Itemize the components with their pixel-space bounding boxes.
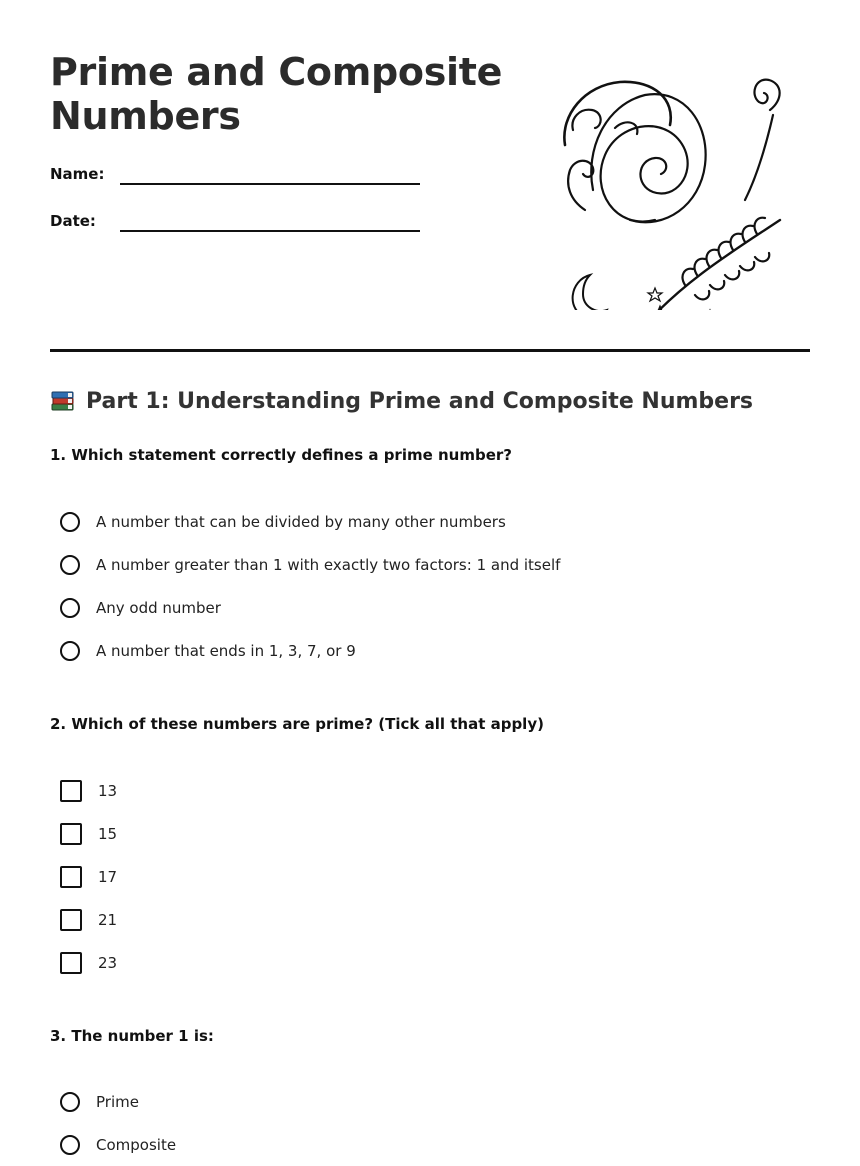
- title-line-2: Numbers: [50, 94, 241, 138]
- option-label: Any odd number: [96, 598, 221, 617]
- checkbox[interactable]: [60, 823, 82, 845]
- question-3: 3. The number 1 is:: [50, 1027, 214, 1045]
- date-line[interactable]: [120, 230, 420, 232]
- option-label: Composite: [96, 1135, 177, 1154]
- radio-button[interactable]: [60, 555, 80, 575]
- q2-option-21[interactable]: [60, 898, 117, 941]
- section-title-text: Part 1: Understanding Prime and Composite Numbers: [86, 388, 754, 414]
- option-label: 15: [98, 824, 118, 843]
- q1-option-1[interactable]: [60, 500, 560, 543]
- radio-button[interactable]: [60, 641, 80, 661]
- radio-button[interactable]: [60, 598, 80, 618]
- q1-option-3[interactable]: [60, 586, 560, 629]
- option-label: A number that ends in 1, 3, 7, or 9: [96, 641, 356, 660]
- checkbox[interactable]: [60, 780, 82, 802]
- option-label: 23: [98, 953, 118, 972]
- option-label: 17: [98, 867, 118, 886]
- radio-button[interactable]: [60, 1092, 80, 1112]
- koru-fern-illustration: [545, 70, 785, 310]
- option-label: 13: [98, 781, 118, 800]
- checkbox[interactable]: [60, 952, 82, 974]
- question-2: 2. Which of these numbers are prime? (Tick all that apply): [50, 715, 544, 733]
- question-1: 1. Which statement correctly defines a prime number?: [50, 446, 512, 464]
- option-label: A number that can be divided by many other numbers: [96, 512, 506, 531]
- name-label: Name:: [50, 165, 105, 183]
- question-2-options: [60, 769, 117, 984]
- date-label: Date:: [50, 212, 96, 230]
- option-label: 21: [98, 910, 118, 929]
- q1-option-4[interactable]: [60, 629, 560, 672]
- q2-option-15[interactable]: [60, 812, 117, 855]
- radio-button[interactable]: [60, 512, 80, 532]
- checkbox[interactable]: [60, 909, 82, 931]
- checkbox[interactable]: [60, 866, 82, 888]
- q3-option-composite[interactable]: [60, 1123, 176, 1166]
- header-divider: [50, 349, 810, 352]
- question-3-options: [60, 1080, 176, 1166]
- q2-option-13[interactable]: [60, 769, 117, 812]
- title-line-1: Prime and Composite: [50, 50, 503, 94]
- worksheet-header: [50, 50, 810, 320]
- radio-button[interactable]: [60, 1135, 80, 1155]
- option-label: Prime: [96, 1092, 139, 1111]
- q1-option-2[interactable]: [60, 543, 560, 586]
- section-title: [50, 388, 753, 414]
- question-1-options: [60, 500, 560, 672]
- name-line[interactable]: [120, 183, 420, 185]
- option-label: A number greater than 1 with exactly two factors: 1 and itself: [96, 555, 561, 574]
- q3-option-prime[interactable]: [60, 1080, 176, 1123]
- q2-option-23[interactable]: [60, 941, 117, 984]
- page-title: [50, 50, 510, 138]
- books-icon: [50, 388, 76, 414]
- q2-option-17[interactable]: [60, 855, 117, 898]
